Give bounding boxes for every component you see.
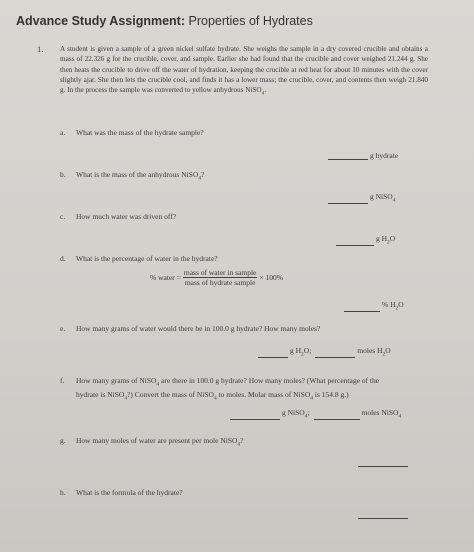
part-h-question: What is the formula of the hydrate? [76, 488, 183, 497]
question-number: 1. [37, 44, 44, 54]
part-f-label: f. [60, 376, 65, 385]
formula-denominator: mass of hydrate sample [184, 278, 256, 287]
part-b-unit-text: g NiSO [370, 192, 393, 201]
part-g-label: g. [60, 436, 66, 445]
part-e-blank-2[interactable] [315, 348, 355, 358]
part-b-sub: 4 [198, 175, 202, 182]
part-c-question: How much water was driven off? [76, 212, 177, 221]
part-b-question [76, 170, 204, 184]
part-f-line-2-end: to moles. Molar mass of NiSO [216, 390, 311, 399]
part-f-unit-2 [362, 408, 402, 420]
intro-sub: 4 [261, 90, 265, 97]
question-intro [60, 44, 428, 99]
part-g-text: How many moles of water are present per mole NiSO [76, 436, 238, 445]
part-c-unit-sub: 2 [387, 239, 390, 246]
part-f-question [76, 376, 379, 404]
part-d-unit [382, 300, 404, 312]
title-bold: Advance Study Assignment: [16, 14, 186, 28]
part-h-label: h. [60, 488, 66, 497]
part-b-blank[interactable] [328, 194, 368, 204]
part-f-blank-2[interactable] [314, 410, 360, 420]
part-e-unit-2-text: moles H [357, 346, 383, 355]
part-f-line-1 [76, 376, 379, 390]
part-f-line-2-sub3: 4 [310, 395, 314, 402]
formula-lhs: % water = [150, 273, 181, 282]
part-f-unit-2-text: moles NiSO [361, 408, 399, 417]
part-e-blank-1[interactable] [258, 348, 288, 358]
part-g-question [76, 436, 244, 450]
part-g-blank[interactable] [358, 466, 408, 467]
part-f-answer [230, 408, 401, 420]
part-g-sub: 4 [237, 441, 241, 448]
part-f-blank-1[interactable] [230, 410, 280, 420]
title-rest: Properties of Hydrates [188, 14, 313, 28]
part-b-answer [328, 192, 395, 204]
part-e-unit-1 [290, 346, 311, 358]
part-d-unit-end: O [398, 300, 404, 309]
part-g-end: ? [240, 436, 244, 445]
part-d-unit-text: % H [382, 300, 396, 309]
part-e-unit-2-sub: 2 [382, 351, 386, 358]
part-e-question: How many grams of water would there be in 100.0 g hydrate? How many moles? [76, 324, 321, 333]
part-d-answer [344, 300, 404, 312]
formula-rhs: × 100% [259, 273, 283, 282]
part-f-line-2-text: hydrate is NiSO [76, 390, 125, 399]
part-f-line-2 [76, 390, 379, 404]
part-f-line-2-end2: is 154.8 g.) [313, 390, 349, 399]
part-a-question: What was the mass of the hydrate sample? [76, 128, 204, 137]
part-e-label: e. [60, 324, 66, 333]
part-e-unit-1-sub: 2 [301, 351, 304, 358]
part-a-answer [328, 150, 398, 160]
part-a-unit: g hydrate [370, 151, 399, 160]
intro-end: . [264, 86, 267, 95]
formula-numerator: mass of water in sample [183, 268, 257, 277]
intro-text: A student is given a sample of a green nickel sulfate hydrate. She weighs the sample in a dry covered crucible and obtains a mass of 22.326 g for the crucible, cover, and sample. Earlier she had found that the crucible and cover weighed 21.244 g. She then heats the crucible to drive off the water of hydration, keeping the crucible at red heat for about 10 minutes with the cover slightly ajar. She then lets the crucible cool, and finds it has a lower mass; the crucible, cover, and contents then weigh 21.840 g. In the process the sample was converted to yellow anhydrous NiSO [60, 45, 428, 95]
part-b-label: b. [60, 170, 66, 179]
part-h-blank[interactable] [358, 518, 408, 519]
part-b-unit [370, 192, 395, 204]
part-c-unit-text: g H [376, 234, 388, 243]
part-b-unit-sub: 4 [392, 197, 396, 204]
part-f-line-2-sub: 4 [124, 395, 128, 402]
part-f-unit-1 [282, 408, 310, 420]
part-d-blank[interactable] [344, 302, 380, 312]
part-f-unit-1-sub: 4 [304, 413, 308, 420]
part-c-label: c. [60, 212, 66, 221]
part-e-answer [258, 346, 391, 358]
part-c-blank[interactable] [336, 236, 374, 246]
part-f-line-2-sub2: 4 [213, 395, 217, 402]
part-d-label: d. [60, 254, 66, 263]
part-a-blank[interactable] [328, 150, 368, 160]
part-f-unit-1-end: ; [307, 408, 310, 417]
part-e-unit-2-end: O [385, 346, 391, 355]
part-b-end: ? [201, 170, 205, 179]
formula-fraction [183, 268, 257, 287]
part-e-unit-1-end: O; [303, 346, 312, 355]
part-d-question: What is the percentage of water in the hydrate? [76, 254, 218, 263]
part-e-unit-1-text: g H [290, 346, 302, 355]
part-e-unit-2 [357, 346, 390, 358]
percent-water-formula [150, 268, 283, 287]
part-a-label: a. [60, 128, 66, 137]
page-title [16, 14, 313, 28]
part-f-line-2-mid: ?) Convert the mass of NiSO [127, 390, 214, 399]
part-c-answer [336, 234, 395, 246]
part-f-line-1-sub: 4 [156, 381, 160, 388]
part-d-unit-sub: 2 [395, 305, 399, 312]
part-f-line-1-end: are there in 100.0 g hydrate? How many moles? (What percentage of the [159, 376, 380, 385]
part-f-line-1-text: How many grams of NiSO [76, 376, 157, 385]
part-c-unit-end: O [389, 234, 396, 243]
part-b-text: What is the mass of the anhydrous NiSO [76, 170, 199, 179]
part-c-unit [376, 234, 395, 246]
part-f-unit-1-text: g NiSO [282, 408, 305, 417]
part-f-unit-2-sub: 4 [398, 413, 402, 420]
